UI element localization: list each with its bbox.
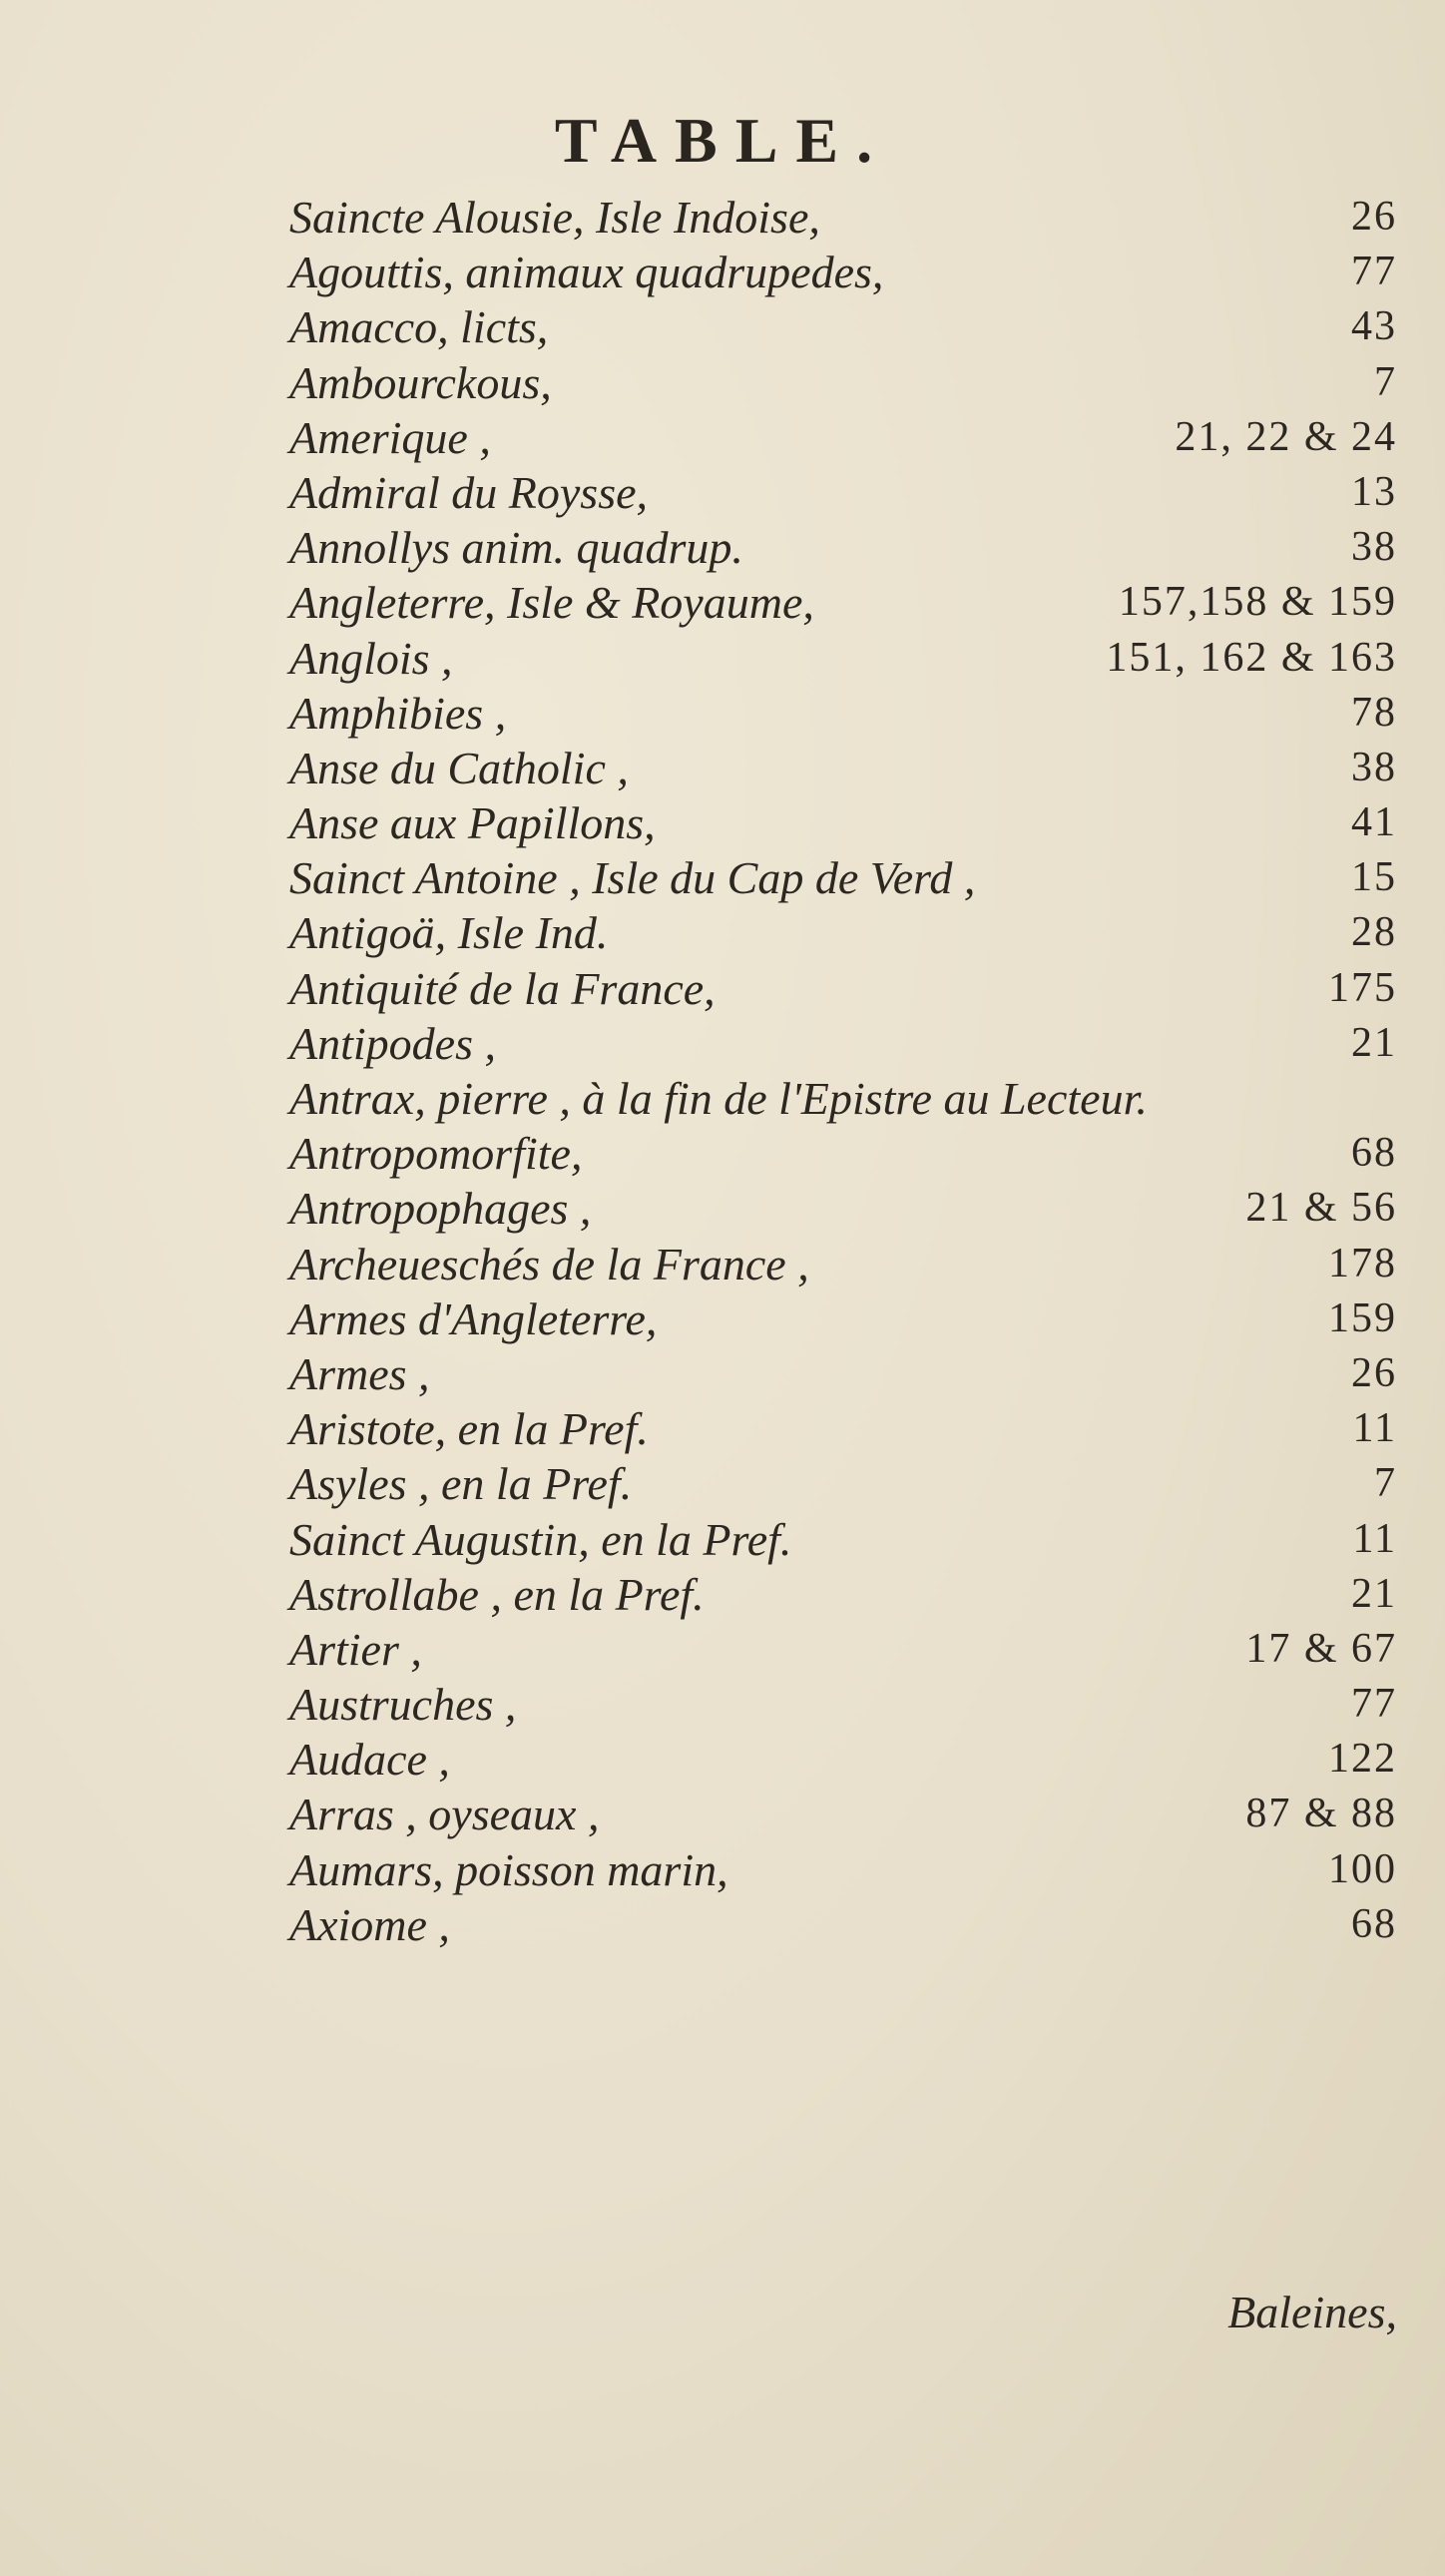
- index-entry: [289, 465, 1397, 520]
- entry-pages: 26: [1351, 194, 1397, 240]
- entry-pages: 7: [1374, 1460, 1397, 1507]
- entry-label: Asyles , en la Pref.: [289, 1458, 633, 1510]
- index-entry: [289, 299, 1397, 354]
- entry-label: Sainct Augustin, en la Pref.: [289, 1513, 792, 1565]
- entry-pages: 7: [1374, 358, 1397, 405]
- index-entry: [289, 1401, 1397, 1456]
- entry-label: Admiral du Roysse,: [289, 466, 649, 518]
- index-entry: [289, 190, 1397, 245]
- entry-label: Ambourckous,: [289, 356, 552, 408]
- index-entry: [289, 1346, 1397, 1401]
- entry-label: Antiquité de la France,: [289, 962, 716, 1014]
- index-entry: [289, 1237, 1397, 1291]
- entry-pages: 38: [1351, 524, 1397, 571]
- index-entry: [289, 631, 1397, 686]
- entry-label: Axiome ,: [289, 1898, 450, 1950]
- entry-pages: 87 & 88: [1245, 1791, 1397, 1837]
- entry-pages: 78: [1351, 689, 1397, 736]
- index-entry: [289, 1677, 1397, 1732]
- entry-label: Antipodes ,: [289, 1017, 496, 1069]
- entry-label: Arras , oyseaux ,: [289, 1789, 600, 1840]
- entry-pages: 11: [1352, 1405, 1397, 1452]
- entry-label: Antrax, pierre , à la fin de l'Epistre au Lecteur.: [289, 1073, 1148, 1124]
- entry-label: Amacco, licts,: [289, 301, 549, 353]
- entry-pages: 157,158 & 159: [1118, 579, 1397, 626]
- index-entry: [289, 1016, 1397, 1071]
- entry-pages: 21 & 56: [1245, 1185, 1397, 1232]
- entry-label: Antigoä, Isle Ind.: [289, 907, 609, 959]
- entry-label: Annollys anim. quadrup.: [289, 522, 743, 574]
- index-entry: [289, 1291, 1397, 1346]
- index-entries: [289, 190, 1397, 1952]
- index-entry: [289, 1181, 1397, 1236]
- index-entry: [289, 850, 1397, 905]
- index-entry: [289, 1567, 1397, 1622]
- entry-pages: 178: [1328, 1240, 1397, 1287]
- index-entry: [289, 1512, 1397, 1567]
- index-entry: [289, 741, 1397, 795]
- entry-label: Aristote, en la Pref.: [289, 1403, 649, 1455]
- entry-pages: 28: [1351, 909, 1397, 956]
- entry-pages: 77: [1351, 249, 1397, 295]
- entry-label: Anse du Catholic ,: [289, 742, 629, 793]
- entry-label: Amerique ,: [289, 411, 491, 463]
- entry-pages: 13: [1351, 468, 1397, 515]
- entry-label: Antropophages ,: [289, 1183, 592, 1235]
- page-title: TABLE.: [554, 105, 891, 176]
- entry-pages: 159: [1328, 1294, 1397, 1341]
- entry-pages: 77: [1351, 1681, 1397, 1728]
- index-entry: [289, 575, 1397, 630]
- entry-pages: 15: [1351, 854, 1397, 901]
- entry-label: Artier ,: [289, 1623, 422, 1675]
- index-entry: [289, 1126, 1397, 1181]
- entry-pages: 38: [1351, 744, 1397, 790]
- index-entry: [289, 245, 1397, 299]
- index-entry: [289, 795, 1397, 850]
- entry-pages: 68: [1351, 1130, 1397, 1177]
- index-entry: [289, 1622, 1397, 1677]
- catchword: Baleines,: [1227, 2287, 1397, 2337]
- entry-pages: 26: [1351, 1349, 1397, 1396]
- entry-label: Saincte Alousie, Isle Indoise,: [289, 192, 820, 243]
- index-entry: [289, 410, 1397, 465]
- entry-label: Amphibies ,: [289, 687, 507, 739]
- entry-pages: 11: [1352, 1515, 1397, 1562]
- entry-pages: 151, 162 & 163: [1106, 634, 1397, 681]
- entry-pages: 21: [1351, 1019, 1397, 1066]
- entry-label: Archeueschés de la France ,: [289, 1238, 809, 1289]
- entry-pages: 41: [1351, 799, 1397, 846]
- entry-label: Audace ,: [289, 1734, 450, 1786]
- entry-pages: 21: [1351, 1570, 1397, 1617]
- entry-label: Astrollabe , en la Pref.: [289, 1568, 705, 1620]
- index-entry: [289, 520, 1397, 575]
- entry-pages: 122: [1328, 1736, 1397, 1783]
- index-entry: [289, 1732, 1397, 1787]
- index-entry: [289, 1842, 1397, 1897]
- index-entry: [289, 355, 1397, 410]
- index-entry: [289, 1897, 1397, 1952]
- entry-label: Austruches ,: [289, 1679, 517, 1731]
- index-entry: [289, 686, 1397, 741]
- entry-label: Angleterre, Isle & Royaume,: [289, 577, 814, 629]
- entry-label: Sainct Antoine , Isle du Cap de Verd ,: [289, 852, 976, 904]
- entry-pages: 68: [1351, 1900, 1397, 1947]
- entry-pages: 17 & 67: [1245, 1625, 1397, 1672]
- entry-label: Armes d'Angleterre,: [289, 1292, 658, 1344]
- index-entry: [289, 1456, 1397, 1511]
- entry-label: Anse aux Papillons,: [289, 797, 656, 849]
- entry-pages: 43: [1351, 303, 1397, 350]
- entry-pages: 100: [1328, 1845, 1397, 1892]
- entry-label: Anglois ,: [289, 632, 453, 684]
- entry-label: Armes ,: [289, 1347, 430, 1399]
- index-entry: [289, 1071, 1397, 1126]
- entry-label: Aumars, poisson marin,: [289, 1843, 728, 1895]
- index-entry: [289, 905, 1397, 960]
- entry-label: Agouttis, animaux quadrupedes,: [289, 247, 884, 298]
- index-entry: [289, 961, 1397, 1016]
- entry-pages: 175: [1328, 964, 1397, 1011]
- entry-pages: 21, 22 & 24: [1175, 413, 1397, 460]
- entry-label: Antropomorfite,: [289, 1128, 583, 1180]
- index-entry: [289, 1787, 1397, 1841]
